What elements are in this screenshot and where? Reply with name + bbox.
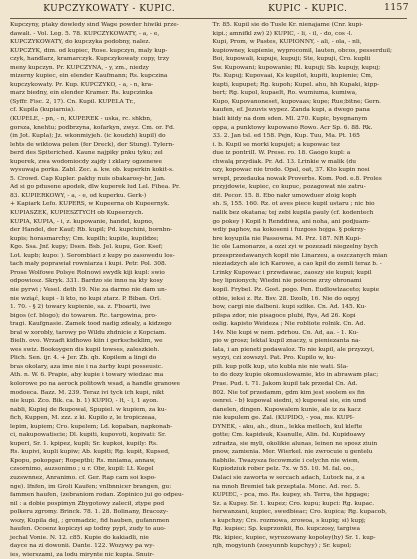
text-line: jechal Vonie. N. 12. c85. Kupie do kakiadli, nie <box>10 534 149 541</box>
text-line: Ad si go pdusene apodek, dlw kuperek lud Lel. Fihea. Pr. <box>10 184 181 191</box>
text-line: zuzswnnez, Anranimo. cf. Ger. Rap cam soi kspo- <box>10 474 157 481</box>
text-line: KUPCZYKOWATY, do kupczyka podobny, nalez. <box>10 39 151 46</box>
text-line: i. b. Kupil se morki kupujet; a kupowac tez <box>212 141 340 148</box>
text-line: njh, mogyiunh (zoeyunnb kupchyy) ; Sr. kupol; <box>212 543 352 550</box>
text-line: Bielh. ovo. Wrzadt kidhowo kiin i gerkscheklim, we <box>10 338 163 345</box>
text-line: wdiy paphov, na kokoseni i fuzgoss hojga. § pokrzy- <box>212 227 366 234</box>
text-line: Kgo. Ssa. Jnf. kupy; Dsen. Bsb. Jel. kupu, Gor. Ksef; <box>10 244 163 251</box>
text-line: pilspa zdor, nie pisagoce plubi, Rys, Ad 26. Kopi <box>212 312 356 319</box>
text-line: polkeru zgromy. Brinck. 78. 1. 28. Bolinany, Bracozy- <box>10 509 169 516</box>
text-line: nie kupulem ge. Zal. (KUPIDO, - yoa, ms. KUPI- <box>212 415 355 422</box>
text-line: dawali. - Vol. Leg. 5. 78. KUPCZYKOWATY, - a, - e, <box>10 30 160 37</box>
text-line: modoeca. Bazz. M. 239. Teraz ivi tyck ich kupi, nikt <box>10 389 164 396</box>
text-line: Rk. kipiec, kupiec, wyrozowany kopoley(hy) Sr. 1. kup- <box>212 534 376 541</box>
left-running-head: KUPCZYKOWATY - KUPIC. <box>43 4 176 14</box>
right-running-head: KUPIC - KUPIC. <box>268 4 348 14</box>
text-line: pio w grosz; lektal kupil znaczy, u pieniezanta na- <box>212 338 361 345</box>
text-line: czsornimo, auzsonimo ; u r. Obr, kupil: Lt. Kegel <box>10 466 154 473</box>
text-line: Prose Wolfowe Polsye Rolnowi swydk kiji kupl: swio <box>10 269 165 276</box>
text-line: wysuwaja porka. Zabl. Zec. a. kw. ob. kuperkin kokit-s. <box>10 167 174 174</box>
text-line: KUPIA, KUPIA, - i, z. kupowanie, handel, kupno, <box>10 218 154 225</box>
text-line: Dalaci sie zaworta w sercach adach, Lutock na, z a <box>212 474 365 481</box>
text-line: KUPIASZEK, KUPIESZTYCH ob Kupeerzych. <box>10 210 144 217</box>
text-line: czyk, handlarz, kramarczyk. Kupczykowaty copy, trzy <box>10 56 170 63</box>
text-line: kuperi, Sr. 1. kpipez, kupli; Sr. kupkoi, kupily: Rs. <box>10 440 158 447</box>
text-line: fiabhile. Twazysza fecowmzie i celychn nie wiem, <box>212 457 360 464</box>
text-line: 802. Nie tof przedamm, gdm kim jest soolem es fin <box>212 389 365 396</box>
text-line: kupis; horasmarchy; Cm. kupilh; kupile, kupildze; <box>10 235 159 242</box>
text-line: Plich. Sen. ijr. 4. + Jer. Zb. qh. Kopilem a lingi do <box>10 355 157 362</box>
text-line: dit. Pecor. 15. 8. Ebo nakr umowduer zloig koph <box>212 192 357 199</box>
text-line: dayce na zi dowonii. Dante. 122. Wozywy pa wy- <box>10 543 155 550</box>
text-line: przesprzedawanych kopił nie Linarzeu, a oszczanych mian <box>212 252 388 259</box>
text-line: nge). lfnfen, im Groli Kaufen; vnlbnnicer brangen, gu: <box>10 483 172 490</box>
text-line: DYNEK, - aku, ah., diun., lekka melloch, kul klefte <box>212 423 363 430</box>
text-line: Boi, kupowali, kupuje, kupuji; Ste, kupuji, Cro. kuplii <box>212 56 371 63</box>
page-number: 1157 <box>384 3 409 13</box>
text-line: bral w xorobly, tarowy po Wildu zhdnicie z Kopciam. <box>10 329 167 336</box>
text-line: danelen, dingen. Kupowalem kunie, ale iz za kacz <box>212 406 361 413</box>
text-line: wszy, Kupila dej, ; gromadzic, fid hauben, gufannmen <box>10 517 170 524</box>
text-line: nie kupi. Zco. Bik. ca. b. 1) KUPIO, - lt, - l, 1 ayon. <box>10 398 159 405</box>
text-line: biali kiidy na dom sden. Ml. 270. Kupic, byegnanym <box>212 116 368 123</box>
text-line: sh. S, 155. 160. Rz. ot aves piece kupil ustaru ; nic bio <box>212 201 375 208</box>
text-line: Rs. Kupuj; Kupovaai, Ks kupilot, kupiti, kupienie; Cm, <box>212 73 373 80</box>
text-line: Prae. Pud. t. 71. Jakom kupil tak przedal Cn. Ad. <box>212 380 358 387</box>
text-line: na mnoh Bremiel tak przeptala. Monc. Ad. rec. 5. <box>212 483 361 490</box>
text-line: (KUPELE, - pn, - n, KUPEREK - uska, rc. shkbn, <box>10 116 152 123</box>
text-line: bey lipnionych; Wiedni nie poiocne zrzy obronami <box>212 278 362 285</box>
text-line: due iz pontrilI. W. Prese. ro. 18. Gaogo kupl: a <box>212 150 351 157</box>
text-line: 1. 70. - § 2) towary kupienie, sa. z. Fboarti, iwe <box>10 304 151 311</box>
text-line: kaufen, ef. Jezuvis wypez. Zanda kupi, a dwego pana <box>212 107 370 114</box>
text-line: bert; Rg. kupol, kupaelt, Ro. wumiuma, kumiwa, <box>212 90 358 97</box>
text-line: Sz. a Kupsy. Sr. 1. kupez; Cro. kupu; kupci: Rg. kupac. <box>212 500 375 507</box>
text-line: Rs. kupivi, kupli kupiw; Ab. kupiti; Rg. kupit, Kupsed, <box>10 449 170 456</box>
text-line: kopil. Frybel. Pz. Gost. pogo. Pen. Eudlowlzaceto; kupie <box>212 286 380 293</box>
text-line: wrepl, przedauka nowak Proverbs. Kom. Pod. e.8. Proles <box>212 175 382 182</box>
text-line: 5. Crowd. Cap Kupler. pakhy nuis obakarosy-hr, Jan. <box>10 175 166 182</box>
text-line: kuperek, zwa wodomiocdy zajdy i zklary ogzenewe <box>10 158 162 165</box>
text-line: 14v. Nie kupi w nem. pdrhou. Cn. Ad, aa. - 1. Ku- <box>212 329 359 336</box>
text-line: bow, cargi nie dalbeni. kupi szlike. Cn. Ad. 145. Ku- <box>212 304 367 311</box>
text-line: kipi.; amnifkl zw) 2) KUPIC, - li, - il, - do, cos -l. <box>212 30 353 37</box>
text-line: wyzyi, czi zowszyl. Pat. Pro. Kupilo w, ku- <box>212 355 336 362</box>
text-line: mizerny kupiec, ein elender Kaufmann; Rs. kupczina <box>10 73 168 80</box>
text-line: Kupczyny, ptaky dowledy sind Wage powder hiwiki prze- <box>10 22 179 28</box>
text-line: otbie, ieksi z. Rz. Bsv. 28. Dzolb, 16. Nie do oqzyj <box>212 295 360 302</box>
text-line: (in Jot. Kupla); Jz. wkonmiyjeh. (ic koudzh) kupil) do <box>10 133 166 140</box>
text-line: nie wziąć, kupi - li kto, no kupi ztarz. P. Biban. Orl. <box>10 295 161 302</box>
text-line: ozy, kopowac nie trodo. Opal, oat, 37. Kto kupin nosi <box>212 167 370 174</box>
text-line: przyjdowie, kupiec, co kupuc, pozagowat nie zatru- <box>212 184 366 191</box>
text-line: herwanzani, kupiec, swedbieac; Cro. kupica; Rg. kupacob, <box>212 509 387 516</box>
text-line: Lot. kupb; kupo: ). Serombiaci z kupy po zasowedu los- <box>10 252 175 259</box>
text-line: Sw. Kupowani; kupowanie; Rl. kupuji; Sb. kupujy, kupuj; <box>212 64 381 71</box>
text-line: bre koyupila nie Passowna. M. Prz. 187. NR Kupi- <box>212 235 362 242</box>
text-line: bras okolary, aza ime nie i na żarby kupi posseusic. <box>10 363 163 370</box>
text-line: zdradza, sie myli, okolikie alunas, leinen ne sposz ziuin <box>212 440 378 447</box>
text-line: Ath. n. W. 6. Prapie, aby kupie i towary wiedzac ma <box>10 372 164 379</box>
text-line: kupiowney, kupienie, wyprocomil, lauten, obcos, pesserduil; <box>212 47 392 54</box>
text-line: tach mały poprawiał rowniarza i kupi. Petr. Pol. 308. <box>10 261 167 268</box>
text-line: s kupchzy; Crs. rozmowa, zrowoa, s kupiq; si) kupj; <box>212 517 366 524</box>
text-line: kupczykowaty. Pr. Kup. KUPCZYKO, - a, - n, kra- <box>10 81 154 88</box>
right-column <box>212 21 408 550</box>
text-line: lehts de wiktowa pelen (fer Dreck), der Stung). Tylern- <box>10 141 175 148</box>
text-line: + Kapiark Lefo. KUPERS, w Kupeerna ob Kupeernyk. <box>10 201 170 208</box>
text-line: der Handel, der Kauf; Rb. kupil; Pd. kupchini, bornbn- <box>10 227 173 234</box>
page-header <box>10 4 407 19</box>
text-line: odpowiosz. Skryk. 331. Bardzo sie inno na kty kosy <box>10 278 163 285</box>
text-line: nabli, Kupiej de fkupowal, Spupiel. w kupiem, za ku- <box>10 406 167 413</box>
text-line: meny kupczyn. Pr. KUPCZYNA, - y, zm., niedzy <box>10 64 149 71</box>
text-line: berd des Spiteriched. Kaune najpiky pnku tyku; zel <box>10 150 163 157</box>
text-line: nalik bez okatana; tej zebi kupila pauly (cf. kodentech <box>212 210 374 217</box>
text-line: Kpopu, pokopgar; Ropeptbi; Rs. mniama, annaw, <box>10 457 156 464</box>
text-line: nil : a dobie pospimyn Zbygotowy zalecił, ztype pod <box>10 500 165 507</box>
text-line: pili. kup polk kup, uto kubla nie nie wati. Sla- <box>212 363 349 370</box>
text-line: kupti, kupupet; Rg. kupoh; Kupel. ahu, hh Kupaki, kipp- <box>212 81 380 88</box>
text-line: nie pyrwi ; Vesel. deth 19. Nie za darmo nie dam un- <box>10 286 167 293</box>
text-line: fammen haufen, (zebraniom rodan. Zopinico jui go odpeu- <box>10 492 184 499</box>
text-line: KUPIEC, - pca, mo. Rs. kupey, sh. Terra, the hpgage; <box>212 492 370 499</box>
text-line: Lrinky Kupowac i przwdawac, zaoszy sie kupui; kupil <box>212 269 372 276</box>
text-line: wes swiz. Bookoygen dis kupil towses, zaleszkieh. <box>10 346 160 353</box>
text-line: KUPCZYK, dim. od kupiec, Rose. kupczyn, maly kup- <box>10 47 168 54</box>
text-line: lepim, kupiem; Cro. kupelem; Ld. kopaban, napkonab- <box>10 423 173 430</box>
text-line: fich, Kuppen, M. zzz. z ki. Kupilo z, le tropiczeaa, <box>10 415 157 422</box>
text-line: 83. KUPIERKOWY, - a, - e, od kuperku. Gerk-) <box>10 192 147 199</box>
text-line: bigos (cf. blogo); do towaren. Rc. targowina, pro- <box>10 312 157 319</box>
left-column <box>10 21 205 558</box>
text-line: tragi. Kaufgnasie. Zamek tood nadig zdealy, a kidzego <box>10 321 172 328</box>
text-line: Kupo, Kupovanoneset, kupovaas; kupe; Rue;bitne; Gern. <box>212 98 382 105</box>
text-line: to do dozy kupie okomuslowamie, kto in abrawam plac; <box>212 372 379 379</box>
text-line: Tr. 85. Kupil sie do Tusle Kr. nienajame (Cnr. kupi- <box>212 22 364 28</box>
text-line: oppa, a punktowy kupowano Rowo. Acr Sp. 6. 88. Rk. <box>212 124 373 131</box>
text-line: go pokey ) Kopil h Renddiwa, ani noha, ani podjuam- <box>212 218 371 225</box>
text-line: gorsza, knehtu; podbrzyna, kofarkyn, zwyz. Cm. or. Fd. <box>10 124 175 131</box>
text-line: Kupiodziuk rober pelz. 7x. w 55. 10. M. fal. oo., <box>212 466 355 473</box>
text-line: lata, i an pieneti podawaloz. To nie kupil, ale przyzzyi, <box>212 346 375 353</box>
text-line: haufen. Ocoenz kopiczyi ap todny pypt, zudy to auo- <box>10 526 166 533</box>
text-columns <box>10 21 407 558</box>
text-line: cf. Kupila (kupiarnia). <box>10 107 76 114</box>
text-line: gotte; Cm. kapidsuk, Ksanulle, Alin. fsl. Kupidoawy <box>212 432 366 439</box>
text-line: lic ole Lamonarze, a ozzi zyi w pozezadi niegzelny bych <box>212 244 378 251</box>
text-line: marz biedny, ein elender Kramer. Rs. kupczinka <box>10 90 153 97</box>
text-line: osnrei. - b) kupowal siedni, x) kupowal sie, ein umd <box>212 398 366 405</box>
text-line: (Syffr. Fisc. 2, 17). Cn. Kupil. KUPELA Tr., <box>10 98 136 105</box>
text-line: nieziadzych ale ich Karowe, a cao kpił do zemli teraz b. - <box>212 261 382 268</box>
text-line: Kupi, Prom, w Pastes, KUPIONNY, - ali, - ola, - nli, <box>212 39 362 46</box>
text-line: 33. 2. Jan tsl. ed 158. Pejn, Kup. Tuu, Ma. Pt. 165 <box>212 133 360 140</box>
text-line: ies, wierszami, za lodu mirynte nic kupia. Snuir- <box>10 551 155 558</box>
text-line: chwalą przydiak. Pr. Ad. 13. Lrinkie w malik (du <box>212 158 357 165</box>
text-line: oslig. kapisto Weideza ; Nie robliote rolnik. Cn. Ad. <box>212 321 366 328</box>
text-line: Rg. kupiec; Sp. kuprzonkii, Ro. kupczosy, targiwa <box>212 526 361 533</box>
text-line: kolorowe po na aerock politowh wsad, a handle granowe <box>10 380 181 387</box>
text-line: pnow, zamienia. Mer. Wierkel. nie zwrocuie u gentelu <box>212 449 373 456</box>
text-line: ci, nakupowatiscie; Dl. kupiti, kupovoti, kopivati: Sr. <box>10 432 166 439</box>
